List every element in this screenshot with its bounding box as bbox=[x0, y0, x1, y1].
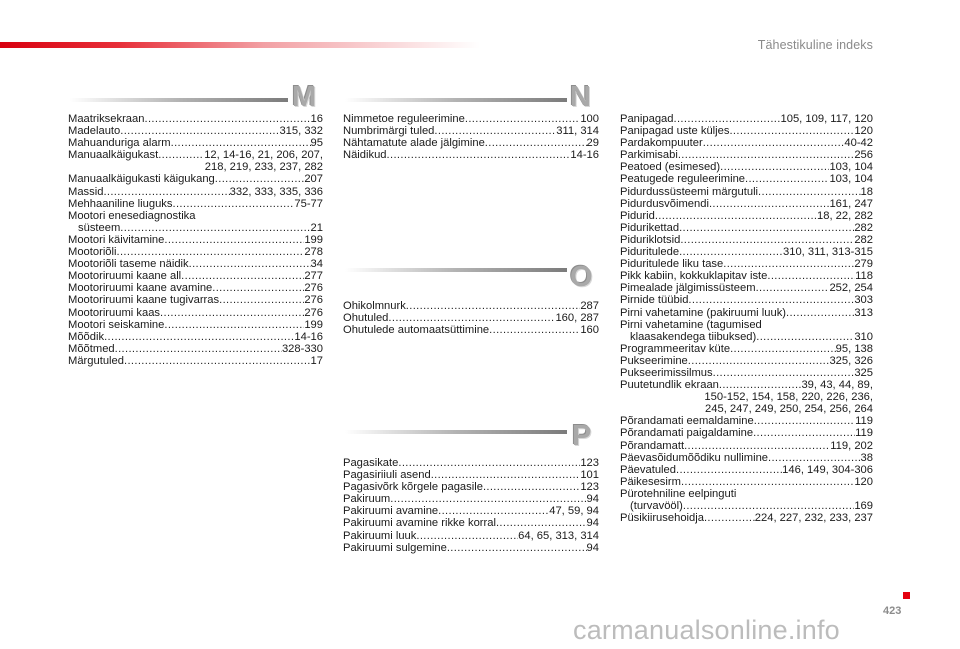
index-entry[interactable]: Piduriklotsid ..... 282 bbox=[620, 234, 873, 246]
index-entry[interactable]: Massid ..... 332, 333, 335, 336 bbox=[68, 186, 323, 198]
index-column-m bbox=[68, 113, 323, 367]
index-entry[interactable]: Mahuanduriga alarm ..... 95 bbox=[68, 137, 323, 149]
index-entry[interactable]: Mootoriruumi kaane all ..... 277 bbox=[68, 270, 323, 282]
letter-heading-p: P bbox=[572, 420, 592, 452]
index-entry[interactable]: Pagasivõrk kõrgele pagasile ..... 123 bbox=[343, 481, 599, 493]
index-entry[interactable]: (turvavööl) ..... 169 bbox=[620, 500, 873, 512]
index-entry-term-line[interactable]: Pirni vahetamine (tagumised bbox=[620, 318, 762, 331]
index-entry[interactable]: Pidurdussüsteemi märgutuli ..... 18 bbox=[620, 186, 873, 198]
index-entry[interactable]: Mootoriõli taseme näidik ..... 34 bbox=[68, 258, 323, 270]
index-entry[interactable]: Mootoriruumi kaas ..... 276 bbox=[68, 307, 323, 319]
index-entry[interactable]: Ohikolmnurk ..... 287 bbox=[343, 300, 599, 312]
index-entry[interactable]: Puutetundlik ekraan ..... 39, 43, 44, 89, bbox=[620, 379, 873, 391]
index-entry-continuation: 218, 219, 233, 237, 282 bbox=[204, 161, 323, 174]
index-entry[interactable]: Pardakompuuter ..... 40-42 bbox=[620, 137, 873, 149]
index-entry[interactable]: Pakiruumi avamine ..... 47, 59, 94 bbox=[343, 505, 599, 517]
index-entry[interactable]: Pimealade jälgimissüsteem ..... 252, 254 bbox=[620, 282, 873, 294]
index-entry[interactable]: Pakiruumi luuk ..... 64, 65, 313, 314 bbox=[343, 530, 599, 542]
index-entry[interactable]: Põrandamatt ..... 119, 202 bbox=[620, 440, 873, 452]
index-entry[interactable]: Nimmetoe reguleerimine ..... 100 bbox=[343, 113, 599, 125]
index-entry[interactable]: Panipagad ..... 105, 109, 117, 120 bbox=[620, 113, 873, 125]
index-entry[interactable]: Numbrimärgi tuled ..... 311, 314 bbox=[343, 125, 599, 137]
index-entry[interactable]: Põrandamati eemaldamine ..... 119 bbox=[620, 415, 873, 427]
index-entry[interactable]: Pakiruumi sulgemine ..... 94 bbox=[343, 542, 599, 554]
page-number: 423 bbox=[883, 605, 902, 617]
letter-heading-n: N bbox=[570, 81, 591, 113]
index-entry[interactable]: Mehhaaniline liuguks ..... 75-77 bbox=[68, 198, 323, 210]
index-entry[interactable]: Peatoed (esimesed) ..... 103, 104 bbox=[620, 161, 873, 173]
index-entry-continuation: 150-152, 154, 158, 220, 226, 236, bbox=[704, 391, 873, 404]
index-entry[interactable]: Märgutuled ..... 17 bbox=[68, 355, 323, 367]
index-entry[interactable]: Päevasõidumõõdiku nullimine ..... 38 bbox=[620, 452, 873, 464]
index-column-o bbox=[343, 300, 599, 336]
index-entry[interactable]: Mootoriruumi kaane tugivarras ..... 276 bbox=[68, 294, 323, 306]
index-entry-term-line[interactable]: Mootori enesediagnostika bbox=[68, 209, 196, 222]
page-marker-square bbox=[903, 592, 910, 599]
index-entry[interactable]: Mõõtmed ..... 328-330 bbox=[68, 343, 323, 355]
index-entry[interactable]: Pidurid ..... 18, 22, 282 bbox=[620, 210, 873, 222]
index-entry[interactable]: Pirni vahetamine (pakiruumi luuk) ..... 313 bbox=[620, 307, 873, 319]
index-entry[interactable]: Mootori seiskamine ..... 199 bbox=[68, 319, 323, 331]
index-entry[interactable]: Parkimisabi ..... 256 bbox=[620, 149, 873, 161]
index-entry[interactable]: klaasakendega tiibuksed) ..... 310 bbox=[620, 331, 873, 343]
index-entry[interactable]: Maatriksekraan ..... 16 bbox=[68, 113, 323, 125]
index-entry[interactable]: Mootoriruumi kaane avamine ..... 276 bbox=[68, 282, 323, 294]
index-entry[interactable]: süsteem ..... 21 bbox=[68, 222, 323, 234]
index-entry[interactable]: Päevatuled ..... 146, 149, 304-306 bbox=[620, 464, 873, 476]
index-entry[interactable]: Pukseerimine ..... 325, 326 bbox=[620, 355, 873, 367]
letter-heading-m: M bbox=[292, 81, 317, 113]
index-entry[interactable]: Mootoriõli ..... 278 bbox=[68, 246, 323, 258]
letter-bar-n bbox=[345, 98, 567, 102]
index-entry[interactable]: Pakiruumi avamine rikke korral ..... 94 bbox=[343, 517, 599, 529]
index-entry[interactable]: Nähtamatute alade jälgimine ..... 29 bbox=[343, 137, 599, 149]
letter-bar-p bbox=[345, 430, 567, 434]
index-entry[interactable]: Piduritulede ..... 310, 311, 313-315 bbox=[620, 246, 873, 258]
index-entry[interactable]: Näidikud ..... 14-16 bbox=[343, 149, 599, 161]
page-title: Tähestikuline indeks bbox=[757, 38, 873, 52]
index-entry[interactable]: Manuaalkäigukast ..... 12, 14-16, 21, 206, 207, bbox=[68, 149, 323, 161]
index-entry[interactable]: Pukseerimissilmus ..... 325 bbox=[620, 367, 873, 379]
index-entry-continuation: 245, 247, 249, 250, 254, 256, 264 bbox=[705, 403, 873, 416]
index-entry[interactable]: Manuaalkäigukasti käigukang ..... 207 bbox=[68, 173, 323, 185]
index-column-p bbox=[343, 457, 599, 554]
letter-bar-m bbox=[70, 98, 288, 102]
index-entry-term-line[interactable]: Pürotehniline eelpinguti bbox=[620, 487, 737, 500]
index-entry[interactable]: Pikk kabiin, kokkuklapitav iste ..... 118 bbox=[620, 270, 873, 282]
index-entry[interactable]: Peatugede reguleerimine ..... 103, 104 bbox=[620, 173, 873, 185]
index-entry[interactable]: Põrandamati paigaldamine ..... 119 bbox=[620, 427, 873, 439]
index-column-n bbox=[343, 113, 599, 161]
index-entry[interactable]: Pakiruum ..... 94 bbox=[343, 493, 599, 505]
index-entry[interactable]: Pidurikettad ..... 282 bbox=[620, 222, 873, 234]
index-entry[interactable]: Mootori käivitamine ..... 199 bbox=[68, 234, 323, 246]
index-entry[interactable]: Ohutuled ..... 160, 287 bbox=[343, 312, 599, 324]
index-entry[interactable]: Pidurdusvõimendi ..... 161, 247 bbox=[620, 198, 873, 210]
index-entry[interactable]: Programmeeritav küte ..... 95, 138 bbox=[620, 343, 873, 355]
index-entry[interactable]: Panipagad uste küljes ..... 120 bbox=[620, 125, 873, 137]
index-entry[interactable]: Madelauto ..... 315, 332 bbox=[68, 125, 323, 137]
index-entry[interactable]: Pagasiriiuli asend ..... 101 bbox=[343, 469, 599, 481]
watermark: carmanualsonline.info bbox=[573, 615, 840, 645]
index-entry[interactable]: Päikesesirm ..... 120 bbox=[620, 476, 873, 488]
index-entry[interactable]: Pagasikate ..... 123 bbox=[343, 457, 599, 469]
index-column-p-continued bbox=[620, 113, 873, 524]
index-entry[interactable]: Püsikiirusehoidja ..... 224, 227, 232, 233, 237 bbox=[620, 512, 873, 524]
header-accent-stripe bbox=[0, 42, 480, 48]
letter-heading-o: O bbox=[570, 261, 593, 293]
index-entry[interactable]: Piduritulede liku tase ..... 279 bbox=[620, 258, 873, 270]
index-entry[interactable]: Mõõdik ..... 14-16 bbox=[68, 331, 323, 343]
letter-bar-o bbox=[345, 268, 567, 272]
index-entry[interactable]: Ohutulede automaatsüttimine ..... 160 bbox=[343, 324, 599, 336]
index-entry[interactable]: Pirnide tüübid ..... 303 bbox=[620, 294, 873, 306]
